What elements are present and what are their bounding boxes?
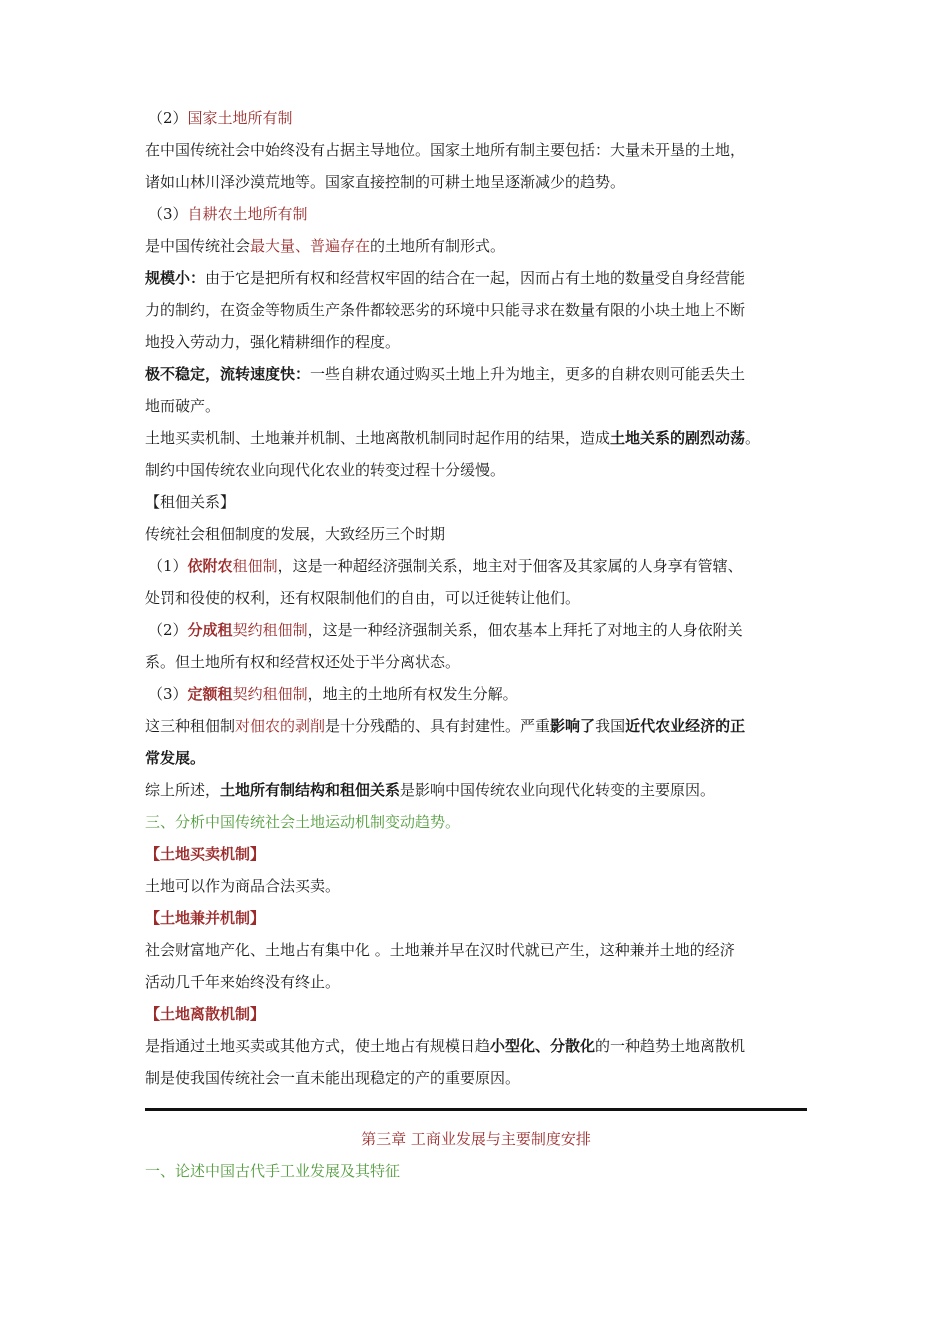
paragraph-line: 制是使我国传统社会一直未能出现稳定的产的重要原因。 [145,1069,521,1087]
item-number: （2） [148,621,188,639]
paragraph-line: 社会财富地产化、土地占有集中化 。土地兼并早在汉时代就已产生，这种兼并土地的经济 [145,941,735,959]
bold-text: 小型化、分散化 [490,1037,596,1055]
text-run: 。 [745,429,761,447]
red-text: 对佃农的剥削 [235,717,326,735]
document-body [145,102,807,1187]
paragraph-line: 土地可以作为商品合法买卖。 [145,877,341,895]
item-number: （3） [148,685,188,703]
paragraph-line: 地投入劳动力，强化精耕细作的程度。 [145,333,401,351]
paragraph-line: 系。但土地所有权和经营权还处于半分离状态。 [145,653,461,671]
text-run: ，地主的土地所有权发生分解。 [307,685,518,703]
text-run: 一些自耕农通过购买土地上升为地主，更多的自耕农则可能丢失土 [310,365,746,383]
chapter-title: 第三章 工商业发展与主要制度安排 [361,1130,591,1148]
bold-red-text: 依附农 [187,557,233,575]
text-run: 是指通过土地买卖或其他方式，使土地占有规模日趋 [145,1037,491,1055]
red-text: 租佃制 [232,557,278,575]
text-run: 是影响中国传统农业向现代化转变的主要原因。 [400,781,716,799]
bold-label: 极不稳定，流转速度快： [145,365,311,383]
list-item [145,550,807,582]
paragraph-line: 力的制约，在资金等物质生产条件都较恶劣的环境中只能寻求在数量有限的小块土地上不断 [145,301,746,319]
paragraph-line [145,262,807,294]
bold-label: 规模小： [145,269,206,287]
text-run: 由于它是把所有权和经营权牢固的结合在一起，因而占有土地的数量受自身经营能 [205,269,746,287]
bold-red-text: 定额租 [187,685,233,703]
red-text: 契约租佃制 [232,621,308,639]
bold-text: 土地关系的剧烈动荡 [610,429,746,447]
section-heading-chapter-three: 一、论述中国古代手工业发展及其特征 [145,1162,401,1180]
text-run: 这三种租佃制 [145,717,236,735]
paragraph-line: 在中国传统社会中始终没有占据主导地位。国家土地所有制主要包括：大量未开垦的土地， [145,141,746,159]
paragraph-line [145,1030,807,1062]
bold-text: 影响了 [550,717,596,735]
item-number: （1） [148,557,188,575]
highlight-text: 最大量、普遍存在 [250,237,371,255]
bold-text: 近代农业经济的正 [625,717,746,735]
subsection-title-land-trade: 【土地买卖机制】 [145,845,266,863]
text-run: 的土地所有制形式。 [370,237,506,255]
text-run: 是十分残酷的、具有封建性。严重 [325,717,551,735]
heading-text: 自耕农土地所有制 [187,205,308,223]
section-heading-owner-peasant [145,198,807,230]
bold-text: 土地所有制结构和租佃关系 [220,781,401,799]
paragraph-line [145,358,807,390]
paragraph-line: 常发展。 [145,749,206,767]
section-heading-national-land [145,102,807,134]
text-run: 综上所述， [145,781,221,799]
horizontal-divider [145,1108,807,1111]
heading-text: 国家土地所有制 [187,109,293,127]
section-title-tenancy: 【租佃关系】 [145,493,236,511]
section-heading-part-three: 三、分析中国传统社会土地运动机制变动趋势。 [145,813,461,831]
list-item [145,614,807,646]
paragraph-line: 诸如山林川泽沙漠荒地等。国家直接控制的可耕土地呈逐渐减少的趋势。 [145,173,626,191]
text-run: ，这是一种超经济强制关系，地主对于佃客及其家属的人身享有管辖、 [277,557,743,575]
paragraph-line [145,710,807,742]
paragraph-line: 活动几千年来始终没有终止。 [145,973,341,991]
paragraph-line: 制约中国传统农业向现代化农业的转变过程十分缓慢。 [145,461,506,479]
heading-number: （3） [148,205,188,223]
paragraph-line: 处罚和役使的权利，还有权限制他们的自由，可以迁徙转让他们。 [145,589,581,607]
paragraph-line: 传统社会租佃制度的发展，大致经历三个时期 [145,525,446,543]
text-run: ，这是一种经济强制关系，佃农基本上拜托了对地主的人身依附关 [307,621,743,639]
heading-number: （2） [148,109,188,127]
text-run: 土地买卖机制、土地兼并机制、土地离散机制同时起作用的结果，造成 [145,429,611,447]
text-run: 我国 [595,717,626,735]
paragraph-line: 地而破产。 [145,397,221,415]
text-run: 的一种趋势土地离散机 [595,1037,746,1055]
paragraph-line [145,230,807,262]
paragraph-line [145,774,807,806]
paragraph-line [145,422,807,454]
red-text: 契约租佃制 [232,685,308,703]
bold-red-text: 分成租 [187,621,233,639]
subsection-title-land-scatter: 【土地离散机制】 [145,1005,266,1023]
subsection-title-land-merger: 【土地兼并机制】 [145,909,266,927]
list-item [145,678,807,710]
text-run: 是中国传统社会 [145,237,251,255]
